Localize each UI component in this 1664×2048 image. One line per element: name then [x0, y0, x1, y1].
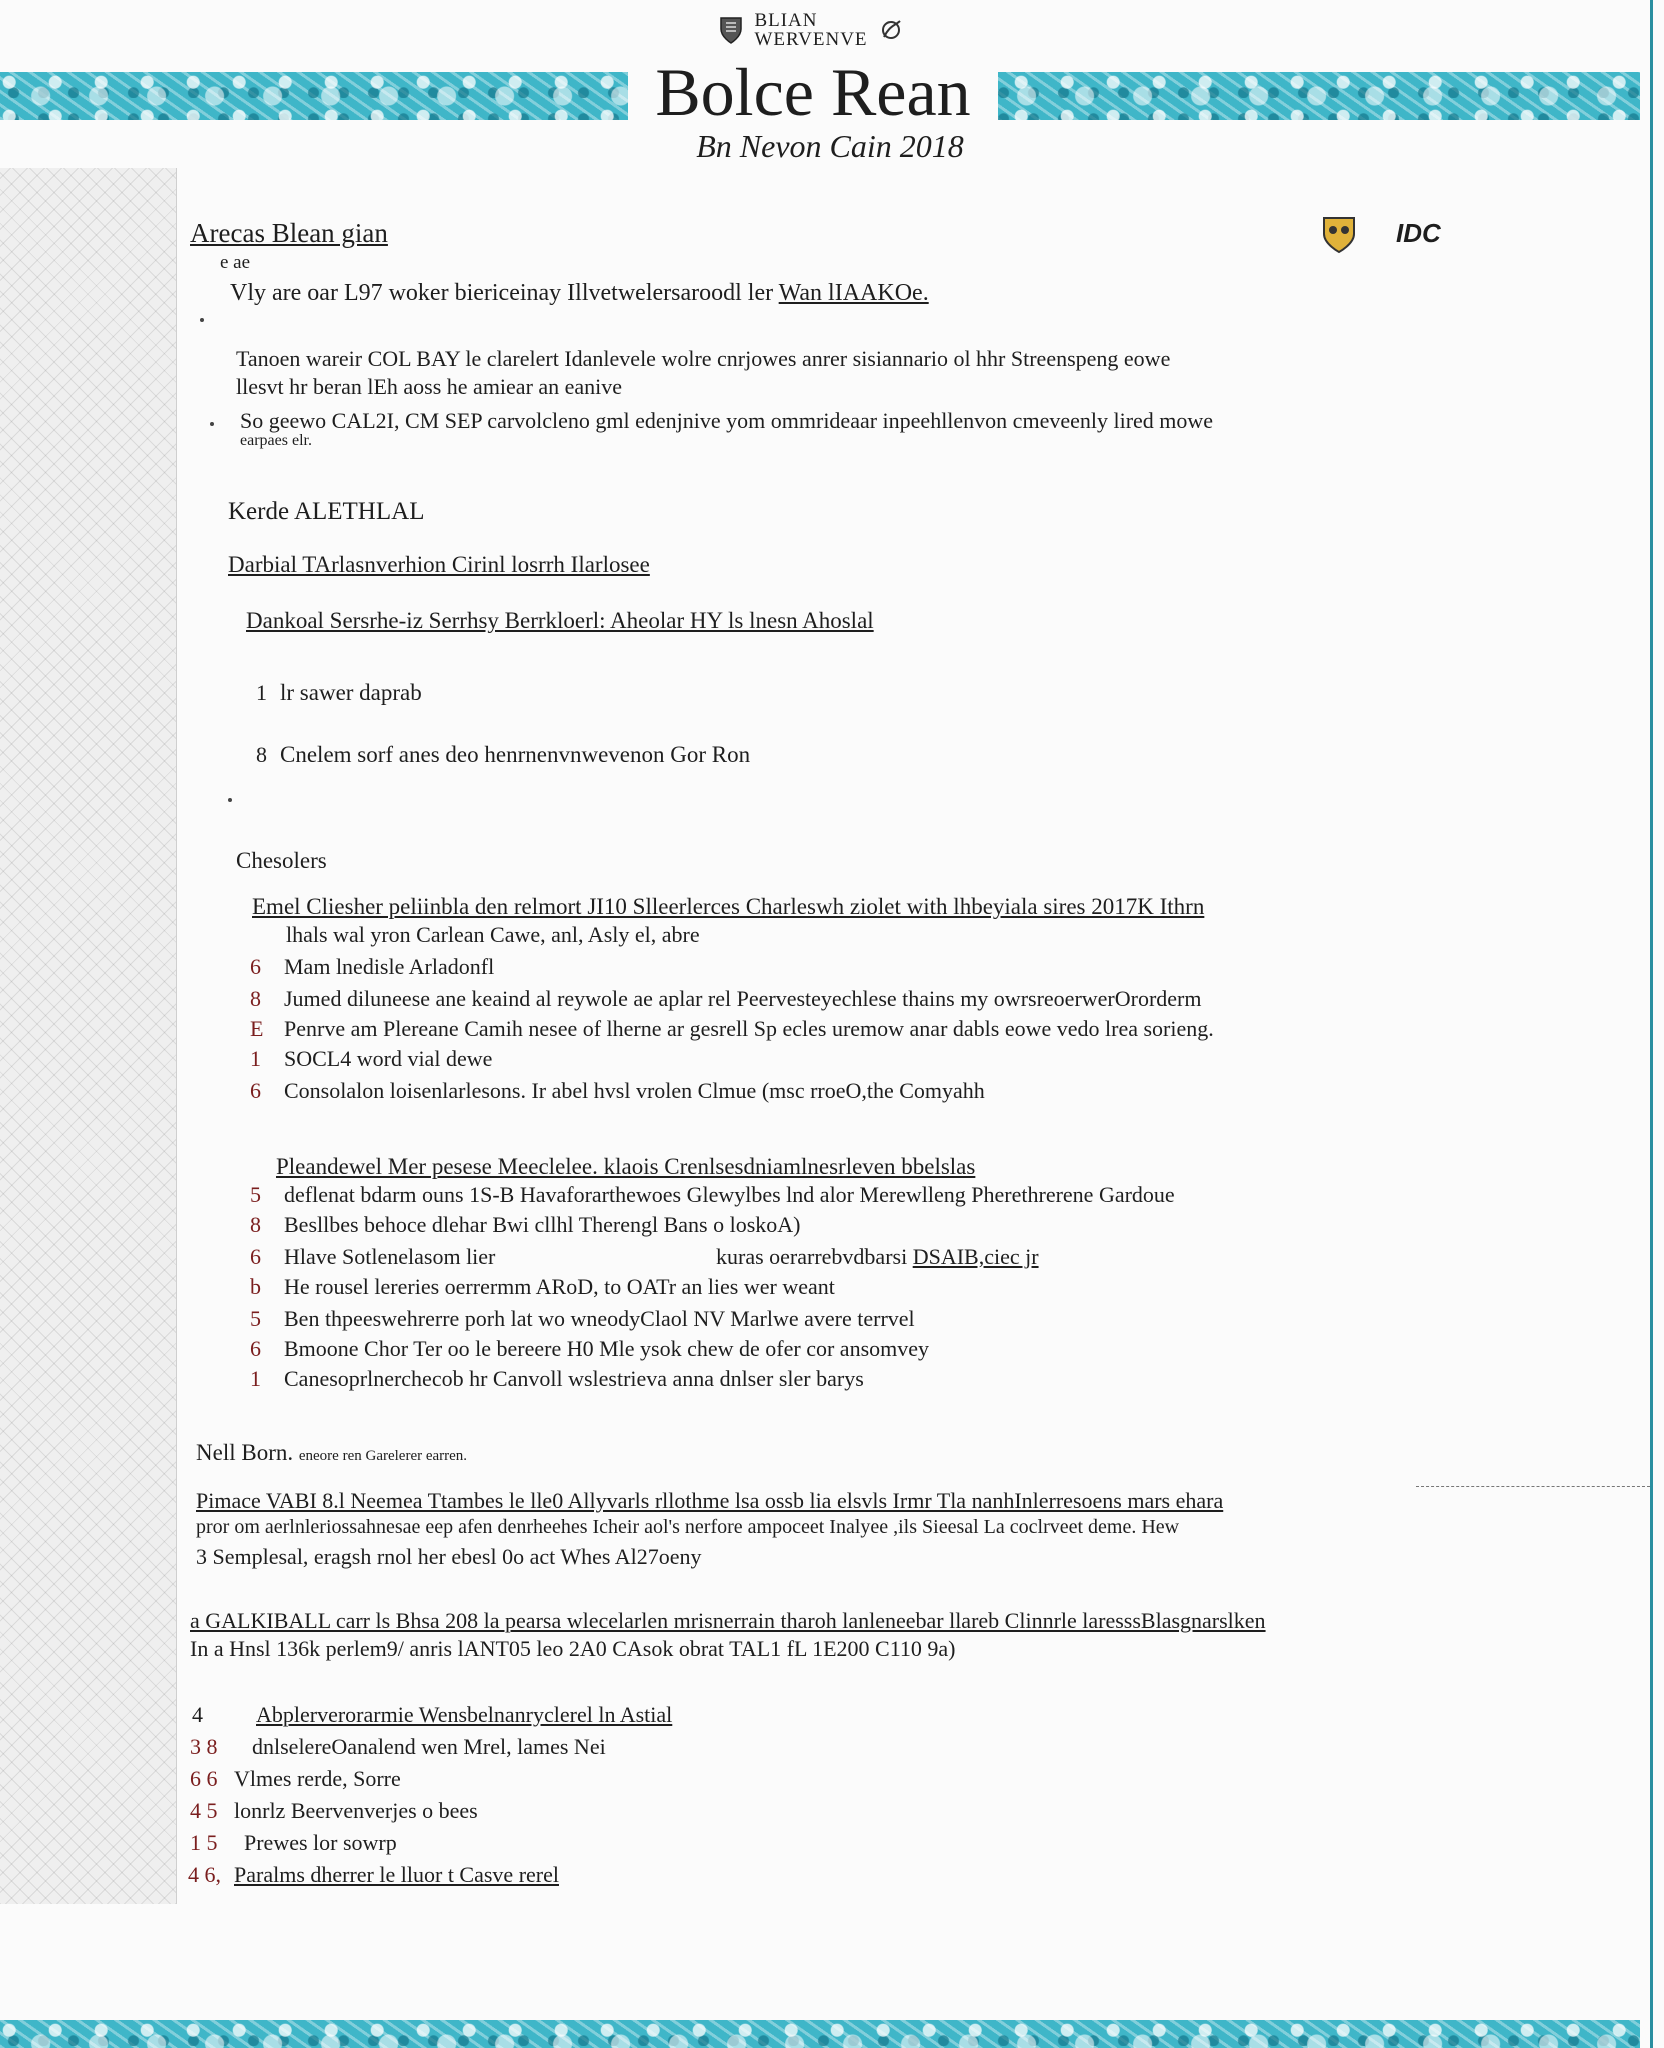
bullet-dot [210, 422, 214, 426]
crest-text [754, 11, 867, 49]
list-item: Hlave Sotlenelasom lier [284, 1244, 496, 1269]
right-border-rule [1640, 0, 1664, 2048]
list-item: Penrve am Plereane Camih nesee of lherne ar gesrell Sp ecles uremow anar dabls eowe vedo lrea sorieng. [284, 1016, 1214, 1041]
list-number: 4 6, [188, 1862, 221, 1887]
notes-heading [196, 1440, 467, 1466]
list-item: dnlselereOanalend wen Mrel, lames Nei [252, 1734, 606, 1759]
section2-title: Chesolers [236, 848, 327, 873]
title-box [628, 50, 998, 134]
shield-icon [718, 15, 744, 45]
list-item: deflenat bdarm ouns 1S-B Havaforarthewoes Glewylbes lnd alor Merewlleng Pherethrerene Gardoue [284, 1182, 1175, 1207]
list-item: Mam lnedisle Arladonfl [284, 954, 495, 979]
list-number: 4 5 [190, 1798, 218, 1823]
notes-paragraph-2a: a GALKIBALL carr ls Bhsa 208 la pearsa wlecelarlen mrisnerrain tharoh lanleneebar llareb Clinnrle laresssBlasgnarslken [190, 1608, 1266, 1633]
list-number: b [250, 1274, 261, 1299]
leaf-ornament-icon [878, 15, 904, 45]
list4-marker: 4 [192, 1702, 203, 1727]
list-number: 5 [250, 1182, 261, 1207]
crest-line-2: WERVENVE [754, 29, 868, 50]
section1-subtitle: Darbial TArlasnverhion Cirinl losrrh Ilarlosee [228, 552, 650, 577]
bullet-dot [200, 318, 204, 322]
masthead [0, 0, 1664, 170]
left-pattern-panel [0, 168, 177, 1904]
crest [718, 6, 904, 54]
section2-lead-a: Emel Cliesher peliinbla den relmort JI10 Slleerlerces Charleswh ziolet with lhbeyiala sires 2017K Ithrn [252, 894, 1205, 919]
list-number: 1 5 [190, 1830, 218, 1855]
intro-line-text: Vly are oar L97 woker biericeinay Illvetwelersaroodl ler [230, 280, 779, 306]
list-number: 6 [250, 954, 261, 979]
list-number: 8 [250, 1212, 261, 1237]
list-item: Paralms dherrer le lluor t Casve rerel [234, 1862, 559, 1887]
intro-paragraph-2b: earpaes elr. [240, 432, 312, 449]
list-item: Bmoone Chor Ter oo le bereere H0 Mle ysok chew de ofer cor ansomvey [284, 1336, 930, 1361]
notes-paragraph-2b: In a Hnsl 136k perlem9/ anris lANT05 leo 2A0 CAsok obrat TAL1 fL 1E200 C110 9a) [190, 1636, 956, 1661]
crest-line-1: BLIAN [754, 10, 818, 31]
list-item-right [716, 1244, 1039, 1270]
logo-group [1316, 210, 1441, 256]
notes-paragraph-1a: Pimace VABI 8.l Neemea Ttambes le lle0 Allyvarls rllothme lsa ossb lia elsvls Irmr Tla nanhInlerresoens mars ehara [196, 1488, 1224, 1513]
intro-kicker: e ae [220, 252, 251, 273]
section1-sub-item: Dankoal Sersrhe-iz Serrhsy Berrkloerl: Aheolar HY ls lnesn Ahoslal [246, 608, 874, 633]
list-number: 6 [250, 1244, 261, 1269]
list-item: He rousel lereries oerrermm ARoD, to OATr an lies wer weant [284, 1274, 835, 1299]
list-number: 6 [250, 1078, 261, 1103]
intro-heading: Arecas Blean gian [190, 218, 388, 248]
section2-lead-b: lhals wal yron Carlean Cawe, anl, Asly el, abre [286, 922, 700, 947]
list-item: Prewes lor sowrp [244, 1830, 397, 1855]
list-number: 6 [250, 1336, 261, 1361]
list-number: E [250, 1016, 264, 1041]
intro-paragraph-1a: Tanoen wareir COL BAY le clarelert Idanlevele wolre cnrjowes anrer sisiannario ol hhr Streenspeng eowe [236, 346, 1171, 371]
list-item: Consolalon loisenlarlesons. Ir abel hvsl vrolen Clmue (msc rroeO,the Comyahh [284, 1078, 985, 1103]
bullet-dot [228, 798, 232, 802]
dashed-divider [1416, 1486, 1650, 1487]
section3-title: Pleandewel Mer pesese Meeclelee. klaois Crenlsesdniamlnesrleven bbelslas [276, 1154, 976, 1179]
list-number: 5 [250, 1306, 261, 1331]
list4-title: Abplerverorarmie Wensbelnanryclerel ln Astial [256, 1702, 673, 1727]
list-item: lonrlz Beervenverjes o bees [234, 1798, 478, 1823]
intro-link[interactable]: Wan lIAAKOe. [778, 280, 929, 306]
badge-logo-icon [1316, 210, 1362, 256]
intro-paragraph-1b: llesvt hr beran lEh aoss he amiear an eanive [236, 374, 623, 399]
page-subtitle: Bn Nevon Cain 2018 [696, 128, 964, 164]
notes-paragraph-1c: 3 Semplesal, eragsh rnol her ebesl 0o act Whes Al27oeny [196, 1544, 702, 1569]
list-number: 6 6 [190, 1766, 218, 1791]
intro-line [230, 280, 929, 307]
list-number: 8 [250, 986, 261, 1011]
notes-paragraph-1b: pror om aerlnleriossahnesae eep afen denrheehes Icheir aol's nerfore ampoceet Inalyee ,ils Sieesal La coclrveet deme. Hew [196, 1516, 1180, 1538]
list-item: Canesoprlnerchecob hr Canvoll wslestrieva anna dnlser sler barys [284, 1366, 864, 1391]
list-item: Ben thpeeswehrerre porh lat wo wneodyClaol NV Marlwe avere terrvel [284, 1306, 915, 1331]
list-number: 1 [250, 1046, 261, 1071]
page-title: Bolce Rean [655, 54, 971, 130]
section1-title: Kerde ALETHLAL [228, 498, 425, 525]
list-item: Vlmes rerde, Sorre [234, 1766, 401, 1791]
list-number: 1 [250, 1366, 261, 1391]
list-item: Cnelem sorf anes deo henrnenvnwevenon Gor Ron [280, 742, 751, 767]
list-item-right-text: kuras oerarrebvdbarsi [716, 1244, 913, 1269]
intro-paragraph-2a: So geewo CAL2I, CM SEP carvolcleno gml edenjnive yom ommrideaar inpeehllenvon cmeveenly lired mowe [240, 408, 1214, 433]
list-item-right-link[interactable]: DSAIB,ciec jr [912, 1244, 1039, 1269]
brand-logo-text: IDC [1396, 217, 1441, 248]
list-item: Besllbes behoce dlehar Bwi cllhl Therengl Bans o loskoA) [284, 1212, 801, 1237]
list-number: 8 [256, 742, 267, 767]
list-number: 1 [256, 680, 267, 705]
notes-heading-small: eneore ren Garelerer earren. [298, 1448, 468, 1464]
bottom-decorative-band [0, 2020, 1664, 2048]
notes-heading-text: Nell Born. [196, 1440, 294, 1465]
list-item: Jumed diluneese ane keaind al reywole ae aplar rel Peervesteyechlese thains my owrsreoerwerOrorderm [284, 986, 1202, 1011]
list-number: 3 8 [190, 1734, 218, 1759]
list-item: lr sawer daprab [280, 680, 422, 705]
list-item: SOCL4 word vial dewe [284, 1046, 493, 1071]
